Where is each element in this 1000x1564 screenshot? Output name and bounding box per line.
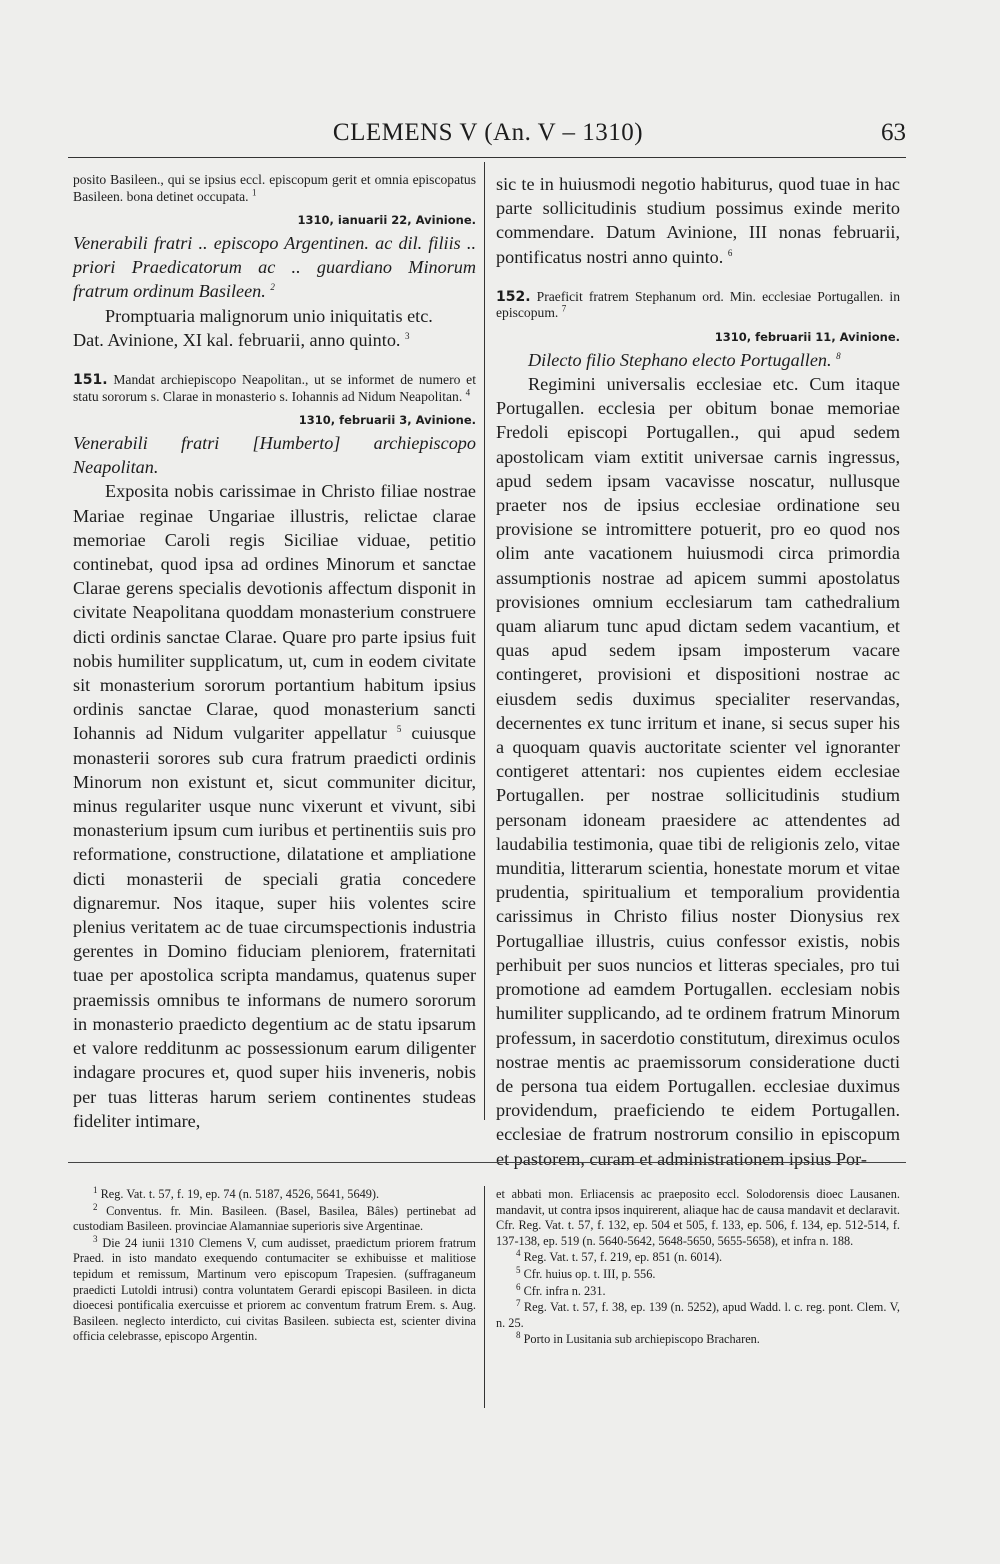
footnote-ref: 5 [396,724,402,735]
running-header [70,113,906,153]
footnote: $^2$ Conventus. fr. Min. Basileen. (Basel, Basilea, Bâles) pertinebat ad custodiam Basileen. provinciae Alamanniae superioris sive Argentinae. [73,1201,476,1234]
footnote-ref: 2 [270,282,275,293]
footnote-rule [68,1162,906,1163]
left-column [73,172,476,1133]
date-line: 1310, februarii 11, Avinione. [714,329,900,344]
footnote: $^5$ Cfr. huius op. t. III, p. 556. [516,1264,656,1281]
incipit: Promptuaria malignorum unio iniquitatis etc. [105,305,433,326]
footnotes-left [73,1184,477,1346]
intro-continuation: posito Basileen., qui se ipsius eccl. episcopum gerit et omnia episcopatus Basileen. bona detinet occupata. $^1$ [73,172,476,204]
footnote-ref: 1 [251,186,257,197]
footnote: $^6$ Cfr. infra n. 231. [516,1281,606,1298]
letter-continuation: sic te in huiusmodi negotio habiturus, quod tuae in hac parte sollicitudinis studium possimus exinde merito commendare. Datum Avinione, III nonas februarii, pontificatus nostri anno quinto. $^6$ [496,174,900,267]
document-number: 151. [73,372,108,389]
footnote: $^3$ Die 24 iunii 1310 Clemens V, cum audisset, praedictum priorem fratrum Praed. in isto mandato exequendo contumaciter se exhibuisse et malitiose tepidum et remissum, Martinum vero episcopum Trapesien. (suffraganeum praedicti Lutoldi intrusi) contra voluntatem Gerardi episcopi Basileen. in dicta dioecesi pontificalia exercuisse et priorem ac conventum fratrum Erem. s. Aug. Basileen. neglecto interdicto, cui civitas Basileen. subiecta est, scienter divina officia celebrasse, episcopo Argentin. [73,1233,477,1344]
date-line: 1310, februarii 3, Avinione. [298,413,476,428]
document-number: 152. [496,288,531,305]
footnotes-right [496,1187,900,1349]
letter-body: Exposita nobis carissimae in Christo filiae nostrae Mariae reginae Ungariae illustris, relictae clarae memoriae Caroli regis Siciliae viduae, petitio continebat, quod ipsa ad ordines Minorum et sanctae Clarae gerens specialis devotionis affectum disponit in civitate Neapolitana quoddam monasterium construere dicti ordinis sanctae Clarae. Quare pro parte ipsius fuit nobis humiliter supplicatum, ut, cum in eodem civitate sit monasterium sororum portantium habitum ipsius ordinis sanctae Clarae, quod monasterium sancti Iohannis ad Nidum vulgariter appellatur $^5$ cuiusque monasterii sorores sub cura fratrum praedicti ordinis Minorum non existunt et, sicut communiter dicitur, minus regulariter usque nunc vixerunt et vivunt, sibi monasterium ipsum cum iuribus et pertinentiis suis pro reformatione, constructione, dilatatione et ampliatione dicti monasterii de speciali gratia concedere dignaremur. Nos itaque, super hiis volentes scire plenius veritatem ac de tuae circumspectionis industria gerentes in Domino fiduciam pleniorem, fraternitati tuae per apostolica scripta mandamus, quatenus super praemissis omnibus te informans de numero sororum in monasterio praedicto degentium ac de statu ipsarum et valore redditunm ac possessionum earum diligenter indagare procures et, quod super hiis inveneris, nobis per tuas litteras harum seriem continentes studeas fideliter intimare, [73,481,476,1131]
page-number: 63 [881,119,906,146]
footnote-ref: 6 [727,247,733,258]
footnote-ref: 8 [836,350,841,361]
footnote: $^8$ Porto in Lusitania sub archiepiscopo Bracharen. [516,1330,760,1347]
footnote-continuation: et abbati mon. Erliacensis ac praeposito eccl. Solodorensis dioec Lausanen. mandavit, ut contra ipsos inquirerent, aliaque hac de causa mandavit et declaravit. Cfr. Reg. Vat. t. 57, f. 132, ep. 504 et 505, f. 133, ep. 506, f. 134, ep. 512-514, f. 137-138, ep. 519 (n. 5640-5642, 5648-5650, 5655-5658), et infra n. 188. [496,1187,900,1248]
address-line: Venerabili fratri [Humberto] archiepiscopo Neapolitan. [73,433,476,478]
footnote: $^4$ Reg. Vat. t. 57, f. 219, ep. 851 (n. 6014). [516,1248,723,1265]
document-rubric-151: 151. Mandat archiepiscopo Neapolitan., ut se informet de numero et statu sororum s. Clarae in monasterio s. Iohannis ad Nidum Neapolitan. $^4$ [73,372,476,404]
footnote-ref: 7 [561,303,567,314]
document-rubric-152: 152. Praeficit fratrem Stephanum ord. Min. ecclesiae Portugallen. in episcopum. $^7$ [496,288,900,321]
header-rule [68,157,906,158]
footnote-column-divider [484,1186,485,1408]
address-line: Dilecto filio Stephano electo Portugallen. $^8$ [528,349,841,370]
footnote-ref: 3 [405,330,410,341]
footnote: $^1$ Reg. Vat. t. 57, f. 19, ep. 74 (n. 5187, 4526, 5641, 5649). [93,1184,380,1201]
column-divider [484,162,485,1120]
footnote-ref: 4 [465,386,471,397]
date-line: 1310, ianuarii 22, Avinione. [297,213,476,227]
address-line: Venerabili fratri .. episcopo Argentinen. ac dil. filiis .. priori Praedicatorum ac .. guardiano Minorum fratrum ordinum Basileen. $^2$ [73,233,476,302]
running-title: CLEMENS V (An. V – 1310) [332,119,644,146]
letter-body: Regimini universalis ecclesiae etc. Cum itaque Portugallen. ecclesia per obitum bonae memoriae Fredoli episcopi Portugallen., qui apud sedem apostolicam viam extitit universae carnis ingressus, apud sedem ipsam vacavisse noscatur, nullusque praeter nos de ipsius ecclesiae ordinatione seu provisione se intromittere potuerit, pro eo quod nos olim ante vacationem huiusmodi circa primordia assumptionis nostrae ad apicem summi apostolatus provisiones omnium ecclesiarum tam cathedralium quam aliarum tunc apud dictam sedem vacantium, et quas apud sedem ipsam imposterum vacare contingeret, provisioni et dispositioni nostrae ac eiusdem sedis duximus specialiter reservandas, decernentes ex tunc irritum et inane, si secus super his a quoquam quavis auctoritate scienter vel ignoranter contigeret attentari: nos cupientes eidem ecclesiae Portugallen. per nostrae sollicitudinis studium personam idoneam praesidere ac attendentes ad laudabilia testimonia, quae tibi de religionis zelo, vitae munditia, litterarum scientia, honestate morum et vitae prudentia, spiritualium et temporalium providentia carissimus in Christo filius noster Dionysius rex Portugalliae illustris, cuius confessor existis, nobis perhibuit per suos nuncios et litteras speciales, pro tui promotione ad eamdem Portugallen. ecclesiam nobis humiliter supplicando, ad te ordinem fratrum Minorum professum, in sacerdotio constitutum, direximus oculos nostrae mentis ac praemissorum consideratione ducti de persona tua eidem Portugallen. ecclesiae duximus providendum, praeficiendo te eidem Portugallen. ecclesiae de fratrum nostrorum consilio in episcopum et pastorem, curam et administrationem ipsius Por- [496,374,900,1169]
right-column [496,172,900,1171]
datum-line: Dat. Avinione, XI kal. februarii, anno quinto. $^3$ [73,329,410,350]
footnote: $^7$ Reg. Vat. t. 57, f. 38, ep. 139 (n. 5252), apud Wadd. l. c. reg. pont. Clem. V, n. 25. [496,1298,900,1330]
